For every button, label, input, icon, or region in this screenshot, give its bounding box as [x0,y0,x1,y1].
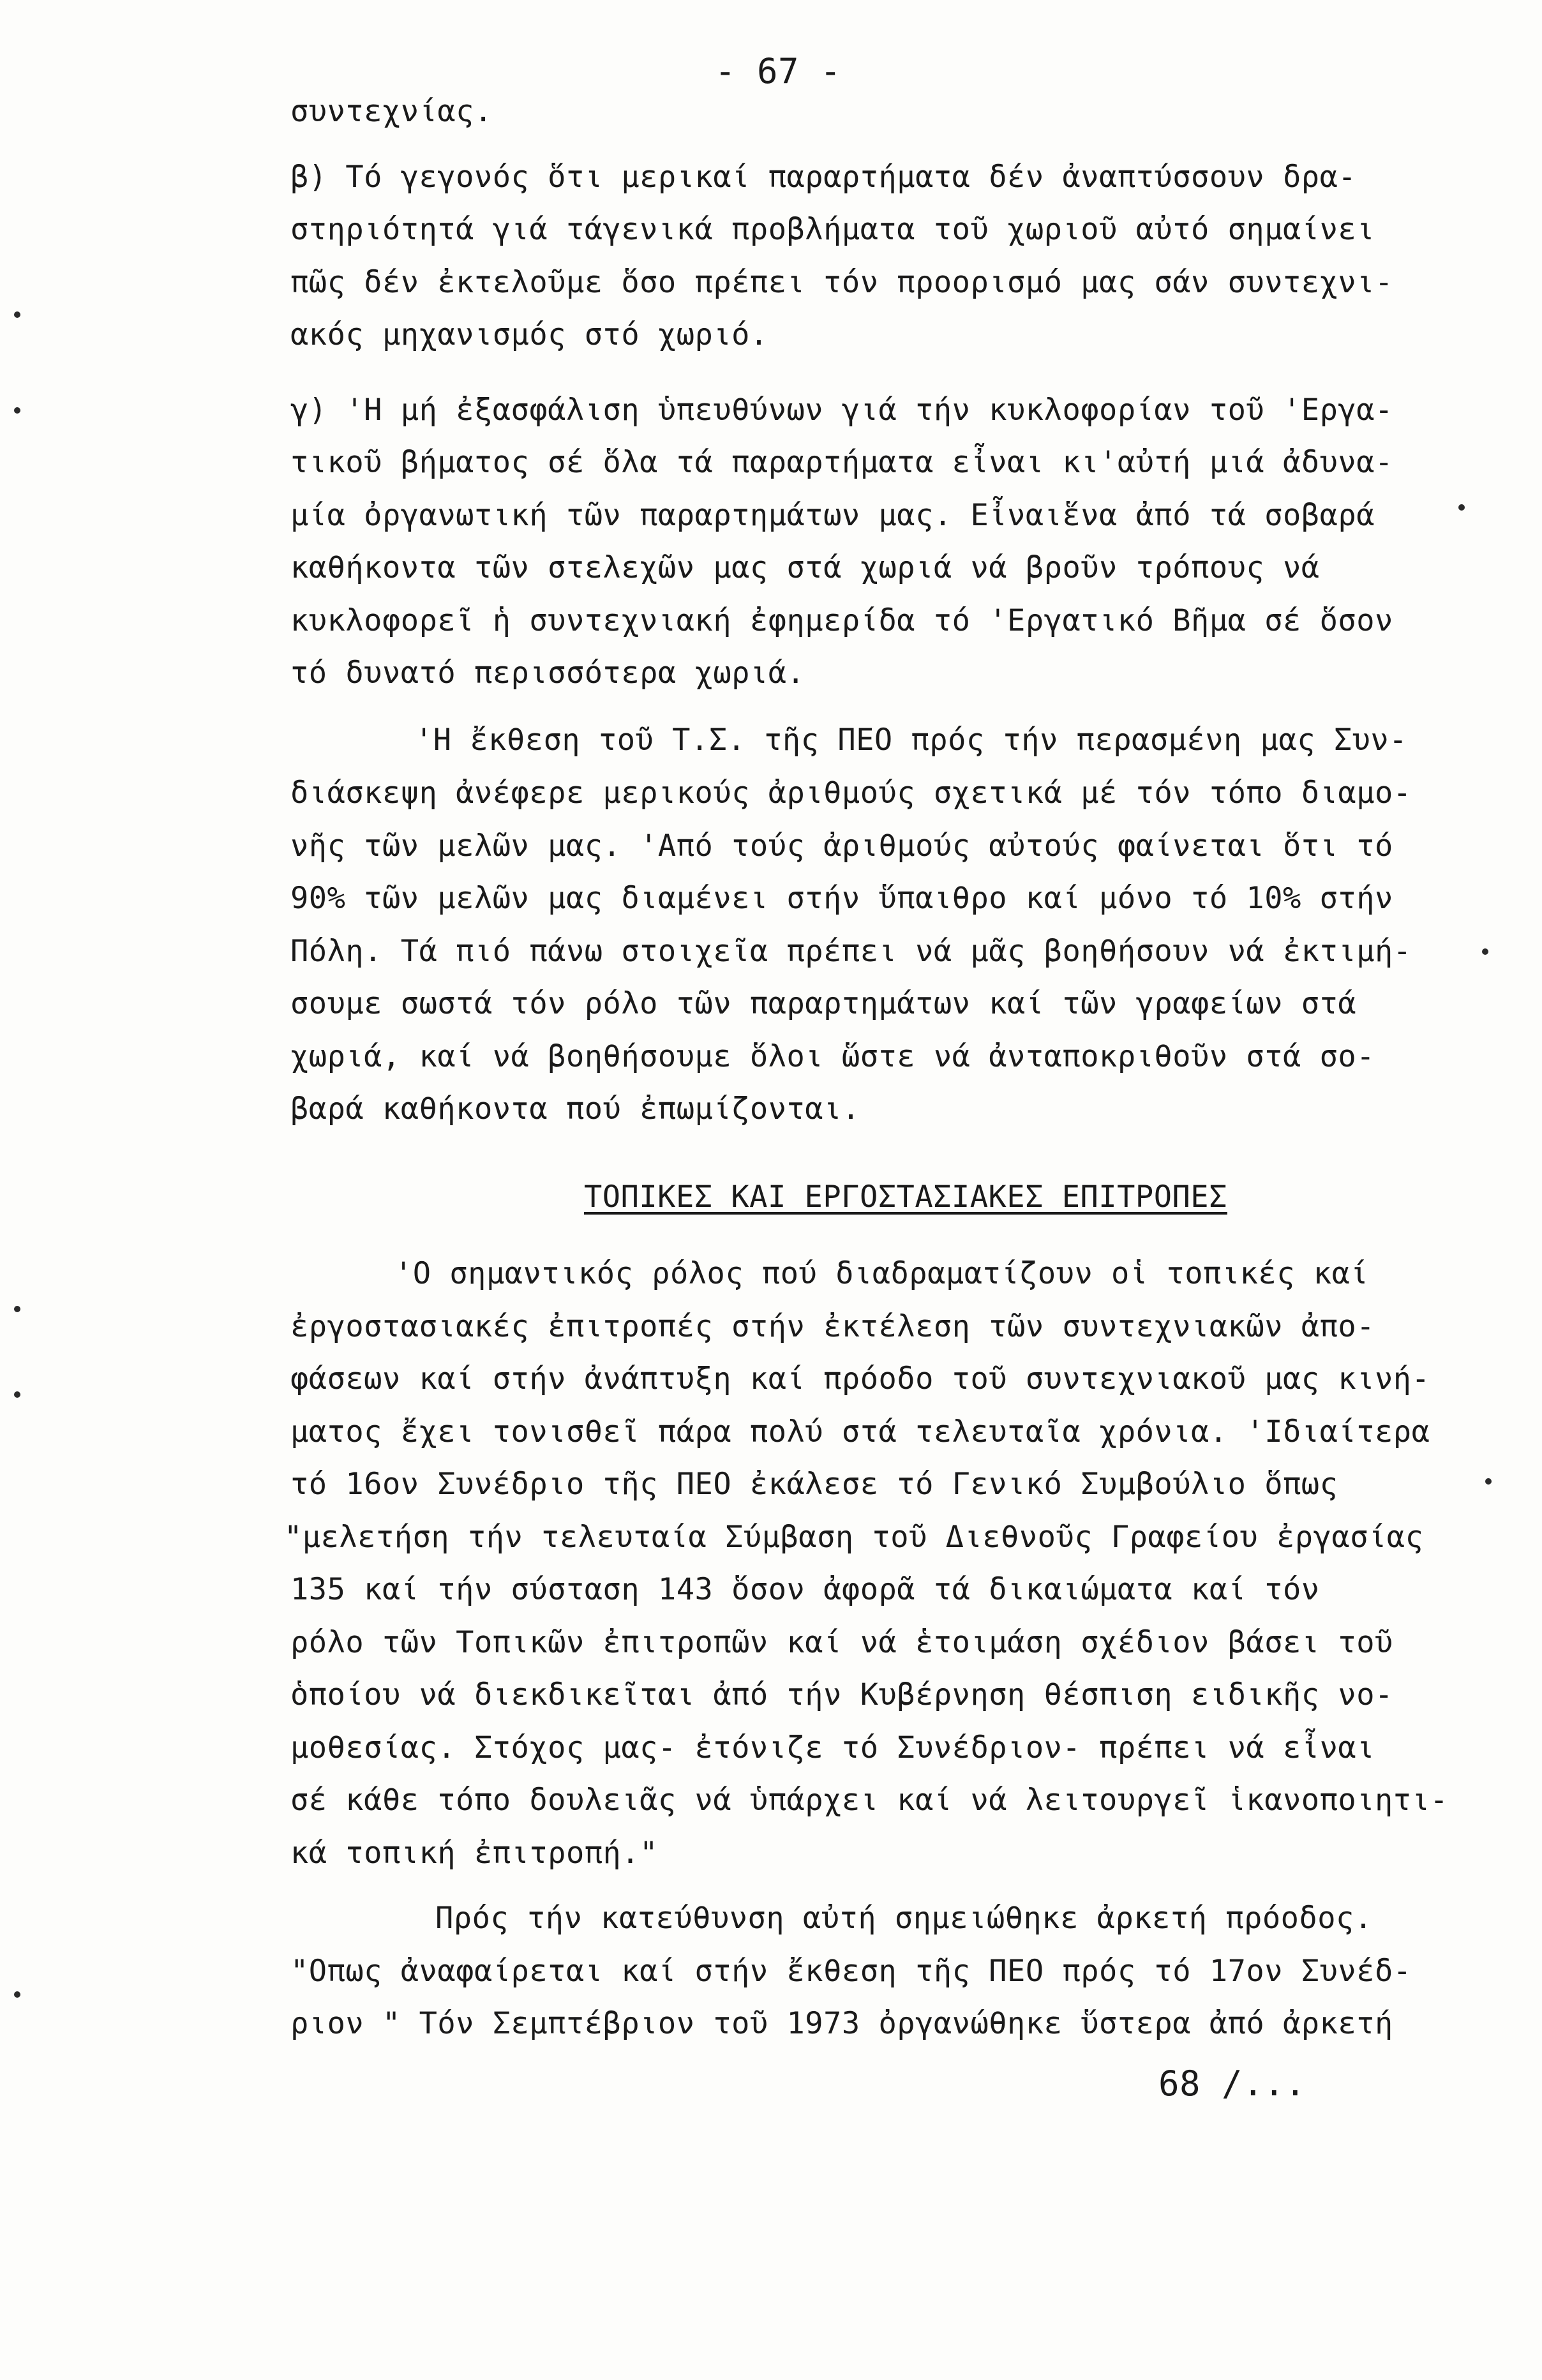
text-line: 'Η ἔκθεση τοῦ Τ.Σ. τῆς ΠΕΟ πρός τήν περασμένη μας Συν- [415,722,1408,758]
text-line: γ) 'Η μή ἐξασφάλιση ὑπευθύνων γιά τήν κυκλοφορίαν τοῦ 'Εργα- [290,393,1393,428]
text-line: ακός μηχανισμός στό χωριό. [290,317,768,352]
text-line: Πόλη. Τά πιό πάνω στοιχεῖα πρέπει νά μᾶς βοηθήσουν νά ἐκτιμή- [290,934,1412,969]
text-line: μοθεσίας. Στόχος μας- ἐτόνιζε τό Συνέδριον- πρέπει νά εἶναι [290,1730,1375,1765]
text-line: πῶς δέν ἐκτελοῦμε ὅσο πρέπει τόν προορισμό μας σάν συντεχνι- [290,265,1393,300]
text-line: τό 16ον Συνέδριο τῆς ΠΕΟ ἐκάλεσε τό Γενικό Συμβούλιο ὅπως [290,1467,1338,1502]
text-line: ριον " Τόν Σεμπτέβριον τοῦ 1973 ὀργανώθηκε ὕστερα ἀπό ἀρκετή [290,2006,1393,2041]
text-line: νῆς τῶν μελῶν μας. 'Από τούς ἀριθμούς αὐτούς φαίνεται ὅτι τό [290,828,1393,864]
scan-speck [1458,504,1465,511]
text-line: τικοῦ βήματος σέ ὅλα τά παραρτήματα εἶναι κι'αὐτή μιά ἀδυνα- [290,445,1393,480]
scan-speck [14,1391,20,1398]
text-line: Πρός τήν κατεύθυνση αὐτή σημειώθηκε ἀρκετή πρόοδος. [435,1901,1373,1936]
text-line: διάσκεψη ἀνέφερε μερικούς ἀριθμούς σχετικά μέ τόν τόπο διαμο- [290,775,1412,811]
page-number: - 67 - [715,51,842,91]
text-line: χωριά, καί νά βοηθήσουμε ὅλοι ὥστε νά ἀνταποκριθοῦν στά σο- [290,1039,1375,1074]
text-line: ρόλο τῶν Τοπικῶν ἐπιτροπῶν καί νά ἑτοιμάση σχέδιον βάσει τοῦ [290,1625,1393,1660]
continuation-marker: 68 /... [1158,2063,1306,2104]
text-line: "μελετήση τήν τελευταία Σύμβαση τοῦ Διεθνοῦς Γραφείου ἐργασίας [284,1520,1424,1555]
text-line: μία ὀργανωτική τῶν παραρτημάτων μας. Εἶναιἕνα ἀπό τά σοβαρά [290,498,1375,533]
scan-speck [14,311,20,318]
text-line: ματος ἔχει τονισθεῖ πάρα πολύ στά τελευταῖα χρόνια. 'Ιδιαίτερα [290,1414,1430,1449]
scan-speck [14,407,20,414]
text-line: "Οπως ἀναφαίρεται καί στήν ἔκθεση τῆς ΠΕΟ πρός τό 17ον Συνέδ- [290,1954,1412,1989]
text-line: ἐργοστασιακές ἐπιτροπές στήν ἐκτέλεση τῶν συντεχνιακῶν ἀπο- [290,1309,1375,1344]
text-line: τό δυνατό περισσότερα χωριά. [290,655,805,691]
text-line: κυκλοφορεῖ ἡ συντεχνιακή ἐφημερίδα τό 'Εργατικό Βῆμα σέ ὅσον [290,603,1393,638]
scan-speck [1482,948,1488,955]
text-line: συντεχνίας. [290,94,493,129]
text-line: φάσεων καί στήν ἀνάπτυξη καί πρόοδο τοῦ συντεχνιακοῦ μας κινή- [290,1361,1430,1396]
text-line: κά τοπική ἐπιτροπή." [290,1836,658,1871]
text-line: 'Ο σημαντικός ρόλος πού διαδραματίζουν οἱ τοπικές καί [394,1256,1369,1291]
text-line: στηριότητά γιά τάγενικά προβλήματα τοῦ χωριοῦ αὐτό σημαίνει [290,212,1375,247]
text-line: καθήκοντα τῶν στελεχῶν μας στά χωριά νά βροῦν τρόπους νά [290,550,1320,585]
text-line: β) Τό γεγονός ὅτι μερικαί παραρτήματα δέν ἀναπτύσσουν δρα- [290,160,1357,195]
text-line: σέ κάθε τόπο δουλειᾶς νά ὑπάρχει καί νά λειτουργεῖ ἱκανοποιητι- [290,1783,1449,1818]
text-line: ὁποίου νά διεκδικεῖται ἀπό τήν Κυβέρνηση θέσπιση ειδικῆς νο- [290,1677,1393,1712]
scan-speck [14,1306,20,1312]
text-line: 90% τῶν μελῶν μας διαμένει στήν ὕπαιθρο καί μόνο τό 10% στήν [290,881,1393,916]
text-line: βαρά καθήκοντα πού ἐπωμίζονται. [290,1091,860,1126]
scan-speck [14,1991,20,1998]
text-line: 135 καί τήν σύσταση 143 ὅσον ἀφορᾶ τά δικαιώματα καί τόν [290,1572,1320,1607]
scan-speck [1485,1478,1492,1485]
text-line: σουμε σωστά τόν ρόλο τῶν παραρτημάτων καί τῶν γραφείων στά [290,986,1357,1021]
section-heading: ΤΟΠΙΚΕΣ ΚΑΙ ΕΡΓΟΣΤΑΣΙΑΚΕΣ ΕΠΙΤΡΟΠΕΣ [584,1179,1227,1215]
